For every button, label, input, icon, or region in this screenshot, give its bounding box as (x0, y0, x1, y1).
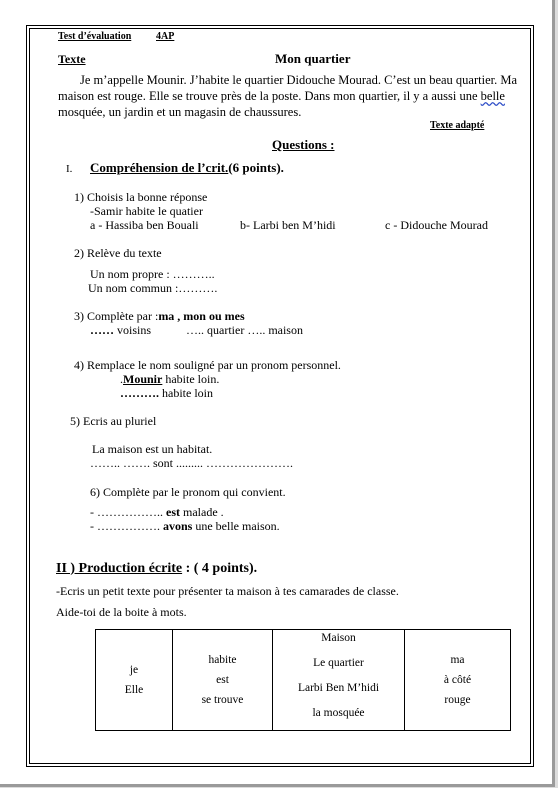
reading-paragraph (58, 72, 518, 120)
q6-line2-verb: avons (160, 519, 193, 533)
q1-prompt: -Samir habite le quatier (90, 204, 203, 218)
part1-points: (6 points). (228, 160, 284, 175)
word-est: est (216, 674, 229, 686)
text-source: Texte adapté (430, 120, 485, 131)
level-label: 4AP (156, 31, 175, 42)
word-box-col-verbs (173, 630, 273, 731)
q4-underlined-noun: Mounir (123, 372, 163, 386)
word-box-table (95, 629, 511, 731)
q2-line-proper-noun: Un nom propre : ……….. (90, 267, 215, 281)
q3-line-rest: ….. quartier ….. maison (186, 323, 303, 337)
q2-line-common-noun: Un nom commun :………. (88, 281, 218, 295)
q4-line1 (120, 372, 219, 387)
word-habite: habite (208, 654, 237, 666)
questions-title: Questions : (272, 137, 335, 152)
q4-line1-dot: . (120, 372, 123, 386)
q3-title (74, 309, 245, 324)
q3-word-voisins: voisins (114, 323, 152, 337)
q1-option-b: b- Larbi ben M’hidi (240, 218, 336, 232)
q4-line2 (120, 386, 213, 401)
q5-line1: La maison est un habitat. (92, 442, 213, 456)
q6-line1 (90, 505, 224, 520)
word-rouge: rouge (444, 694, 471, 706)
q3-title-words: ma , mon ou mes (158, 309, 245, 323)
q1-option-a: a - Hassiba ben Bouali (90, 218, 199, 232)
q6-line2 (90, 519, 280, 534)
word-box-col-others (405, 630, 511, 731)
word-elle: Elle (124, 684, 144, 696)
q1-option-c: c - Didouche Mourad (385, 218, 488, 232)
part2-heading (56, 561, 257, 577)
word-box-col-pronouns (96, 630, 173, 731)
q6-line1-dots: - …………….. (90, 505, 163, 519)
part2-title: II ) Production écrite (56, 561, 183, 576)
part1-heading (90, 160, 284, 176)
q4-line1-rest: habite loin. (162, 372, 220, 386)
q6-line2-dots: - ……………. (90, 519, 160, 533)
eval-label: Test d’évaluation (58, 31, 132, 42)
part1-numeral: I. (66, 163, 73, 175)
paragraph-start: Je m’appelle Mounir. J’habite le quartier Didouche Mourad. C’est un beau quartier. Ma maison est rouge. Elle se trouve près de la poste. Dans mon quartier, il y a aussi une (58, 73, 518, 103)
q3-title-text: 3) Complète par : (74, 309, 159, 323)
part2-instruction: -Ecris un petit texte pour présenter ta maison à tes camarades de classe. (56, 584, 399, 598)
paragraph-spellcheck-word: belle (480, 89, 505, 103)
part1-title: Compréhension de l’crit. (90, 160, 229, 175)
text-label: Texte (58, 52, 86, 66)
q1-title: 1) Choisis la bonne réponse (74, 190, 208, 204)
q5-title: 5) Ecris au pluriel (70, 414, 157, 428)
text-title: Mon quartier (275, 51, 351, 66)
word-a-cote: à côté (443, 674, 472, 686)
q6-title: 6) Complète par le pronom qui convient. (90, 485, 286, 499)
q6-line1-rest: malade . (180, 505, 224, 519)
q4-title: 4) Remplace le nom souligné par un pronom personnel. (74, 358, 341, 372)
part2-help: Aide-toi de la boite à mots. (56, 605, 187, 619)
q2-title: 2) Relève du texte (74, 246, 162, 260)
q3-line (90, 323, 151, 338)
q6-line2-rest: une belle maison. (192, 519, 280, 533)
word-se-trouve: se trouve (201, 694, 244, 706)
q6-line1-verb: est (163, 505, 180, 519)
word-le-quartier: Le quartier (313, 657, 364, 669)
q3-dots: …… (90, 323, 114, 337)
paragraph-end: mosquée, un jardin et un magasin de chaussures. (58, 105, 302, 119)
word-ma: ma (450, 654, 465, 666)
word-je: je (129, 664, 139, 676)
q4-line2-rest: habite loin (159, 386, 213, 400)
part2-points: : ( 4 points). (182, 561, 258, 576)
q5-line2: …….. ……. sont ......... …………………. (90, 456, 294, 470)
q4-line2-dots: ………. (120, 386, 159, 400)
word-la-mosquee: la mosquée (312, 707, 365, 719)
word-larbi-ben-mhidi: Larbi Ben M’hidi (297, 682, 380, 694)
word-maison: Maison (321, 632, 356, 644)
word-box-col-nouns (273, 630, 405, 731)
